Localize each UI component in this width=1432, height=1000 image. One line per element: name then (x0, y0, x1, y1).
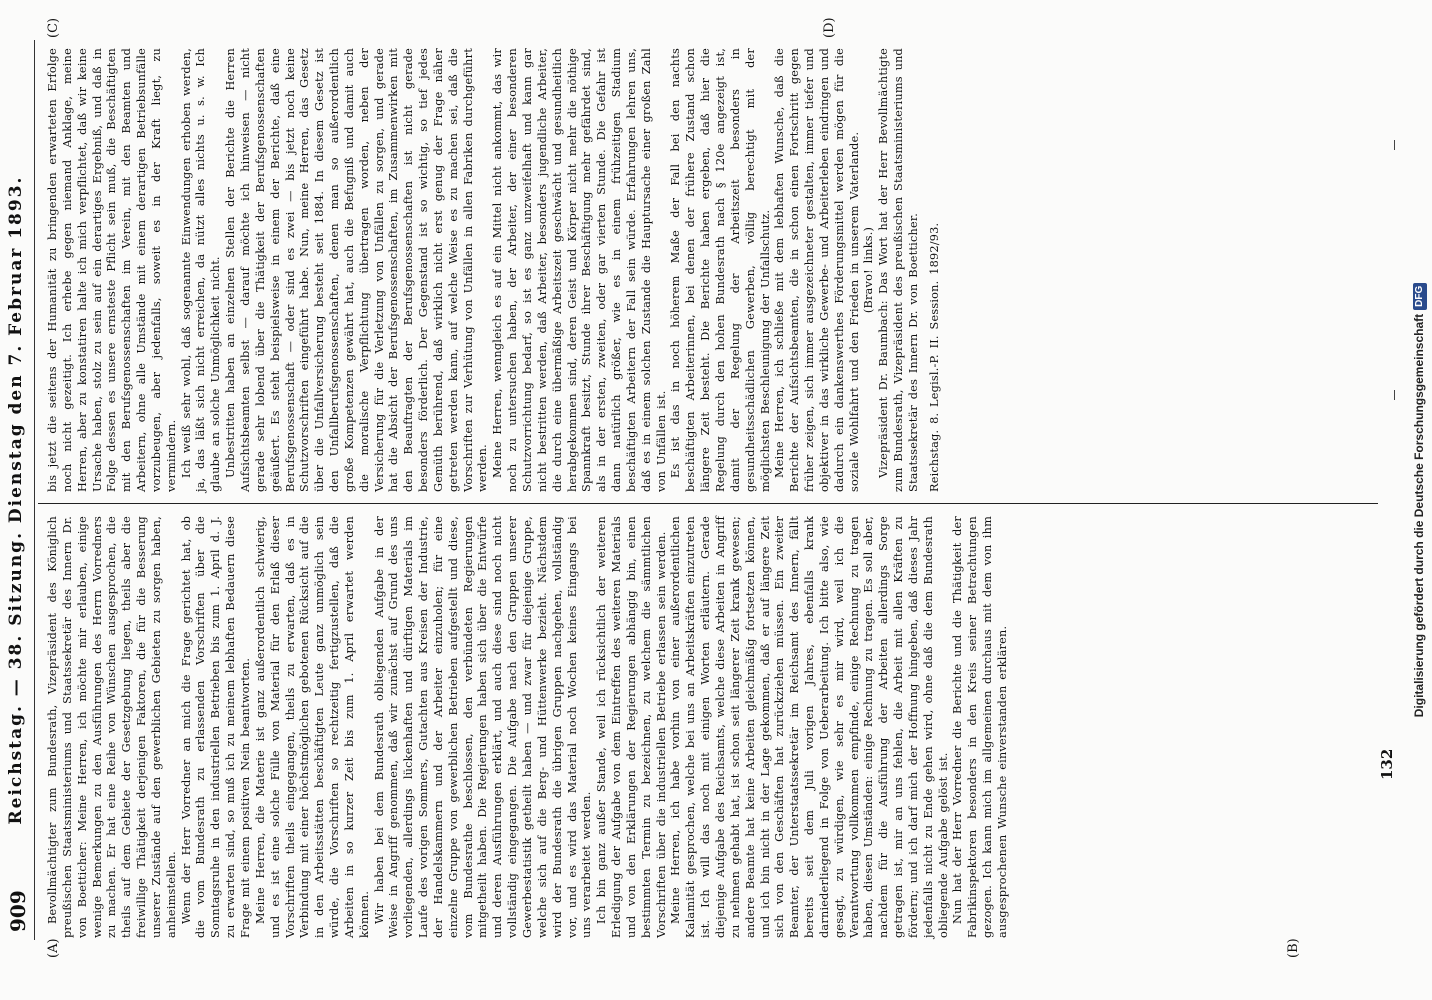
margin-marker-d: (D) (822, 17, 837, 38)
edge-mark (1394, 140, 1395, 150)
paragraph: bis jetzt die seitens der Humanität zu bringenden erwarteten Erfolge noch nicht gezeitigt. Ich erhebe gegen niemand Anklage, meine Herren, aber zu konstatiren halte ich mich verpflichtet, daß wir keine Ursache haben, stolz zu sein auf ein derartiges Ergebniß, und daß in Folge dessen es unsere ernsteste Pflicht sein muß, die Beschäftigten mit den Berufsgenossenschaften im Verein, mit den Beamten und Arbeitern, ohne alle Umstände mit einem derartigen Betriebsunfälle vorzubeugen, aber jedenfalls, soweit es in der Kraft liegt, zu vermindern. (46, 48, 178, 492)
paragraph: Wir haben bei dem Bundesrath obliegenden Aufgabe in der Weise in Angriff genommen, daß wir zunächst auf Grund des uns vorliegenden, allerdings lückenhaften und dürftigen Materials im Laufe des vorigen Sommers, Gutachten aus Kreisen der Industrie, der Handelskammern und der Arbeiter einzuholen; für eine einzelne Gruppe von gewerblichen Betrieben aufgestellt und diese, vom Bundesrathe beschlossen, den verbündeten Regierungen mitgetheilt haben. Die Regierungen haben sich über die Entwürfe und deren Ausführungen erklärt, und auch diese sind noch nicht vollständig eingegangen. Die Aufgabe nach den Gruppen unserer Gewerbestatistik getheilt haben — und zwar für diejenige Gruppe, welche sich auf die Berg- und Hüttenwerke bezieht. Nächstdem wird der Bundesrath die übrigen Gruppen nachgehen, vollständig vor, und es wird das Material noch Wochen keines Eingangs bei uns verarbeitet werden. (372, 516, 594, 938)
paragraph: Meine Herren, ich schließe mit dem lebhaften Wunsche, daß die Berichte der Aufsichtsbeamten, die in schon einen Fortschritt gegen früher zeigen, sich immer ausgezeichneter gestalten, immer tiefer und objektiver in das wirkliche Gewerbe- und Arbeiterleben eindringen und dadurch ein dankenswerthes Förderungsmittel werden mögen für die soziale Wohlfahrt und den Frieden in unserem Vaterlande. (773, 48, 861, 492)
paragraph: Nun hat der Herr Vorredner die Berichte und die Thätigkeit der Fabrikinspektoren besonders in den Kreis seiner Betrachtungen gezogen. Ich kann mich im allgemeinen durchaus mit dem von ihm ausgesprochenen Wunsche einverstanden erklären. (951, 516, 1009, 938)
source-note: Reichstag. 8. Legisl.-P. II. Session. 1892/93. (927, 222, 941, 492)
page-header (0, 0, 40, 1000)
scan-credit (1408, 0, 1430, 1000)
left-column (46, 516, 1011, 938)
paragraph: Wenn der Herr Vorredner an mich die Frage gerichtet hat, ob die vom Bundesrath zu erlassenden Vorschriften über die Sonntagsruhe in den industriellen Betrieben bis zum 1. April d. J. zu erwarten sind, so muß ich zu meinem lebhaften Bedauern diese Frage mit einem positiven Nein beantworten. (179, 516, 252, 938)
margin-marker-c: (C) (46, 17, 61, 38)
paragraph: Meine Herren, ich habe vorhin von einer außerordentlichen Kalamität gesprochen, welche bei uns an Arbeitskräften einzutreten ist. Ich will das noch mit einigen Worten erläutern. Gerade diejenige Aufgabe des Reichsamts, welche diese Arbeiten in Angriff zu nehmen gehabt hat, ist schon seit längerer Zeit krank gewesen; andere Beamte hat keine Arbeiten gleichmäßig fortsetzen können, und ich bin nicht in der Lage gekommen, daß er auf längere Zeit sich von den Geschäften hat zurückziehen müssen. Ein zweiter Beamter, der Unterstaatssekretär im Reichsamt des Innern, fällt bereits seit dem Juli vorigen Jahres, ebenfalls krank darniederliegend in Folge von Ueberarbeitung. Ich bitte also, wie gesagt, zu würdigen, wie sehr es mir wird, weil ich die Verantwortung vollkommen empfinde, einige Rechnung zu tragen haben, diesen Umständen: einige Rechnung zu tragen. Es soll aber, nachdem für die Ausführung der Arbeiten allerdings Sorge getragen ist, mir an uns fehlen, die Arbeit mit allen Kräften zu fördern; und ich darf mich der Hoffnung hingeben, daß dieses Jahr jedenfalls nicht zu Ende gehen wird, ohne daß die dem Bundesrath obliegende Aufgabe gelöst ist. (669, 516, 950, 938)
paragraph: Unbestritten haben an einzelnen Stellen der Berichte die Herren Aufsichtsbeamten selbst — darauf möchte ich hinweisen — nicht gerade sehr lobend über die Thätigkeit der Berufsgenossenschaften geäußert. Es steht beispielsweise in einem der Berichte, daß eine Berufsgenossenschaft — oder sind es zwei — bis jetzt noch keine Schutzvorschriften eingeführt habe. Nun, meine Herren, das Gesetz über die Unfallversicherung besteht seit 1884. In diesem Gesetz ist den Unfallberufsgenossenschaften, denen man so außerordentlich große Kompetenzen gewährt hat, auch die Befugniß und damit auch die moralische Verpflichtung übertragen worden, neben der Versicherung für die Verletzung von Unfällen zu sorgen, und gerade hat die Absicht der Berufsgenossenschaften, im Zusammenwirken mit den Beauftragten der Berufsgenossenschaften ist nicht gerade besonders förderlich. Der Gegenstand ist so wichtig, so tief jedes Gemüth berührend, daß wirklich nicht erst genug der Frage näher getreten werden kann, auf welche Weise es zu machen sei, daß die Vorschriften zur Verhütung von Unfällen in allen Fabriken durchgeführt werden. (224, 48, 490, 492)
paragraph: Bevollmächtigter zum Bundesrath, Vizepräsident des Königlich preußischen Staatsministeriums und Staatssekretär des Innern Dr. von Boetticher: Meine Herren, ich möchte mir erlauben, einige wenige Bemerkungen zu den Ausführungen des Herrn Vorredners zu machen. Er hat eine Reihe von Wünschen ausgesprochen, die theils auf dem Gebiete der Gesetzgebung liegen, theils aber die freiwillige Thätigkeit derjenigen Faktoren, die für die Besserung unserer Zustände auf den gewerblichen Gebieten zu sorgen haben, anheimstellen. (46, 516, 178, 938)
page-number: 909 (6, 890, 30, 932)
paragraph: Meine Herren, wenngleich es auf ein Mittel nicht ankommt, das wir noch zu untersuchen haben, der Arbeiter, der einer besonderen Schutzvorrichtung bedarf, so ist es ganz unzweifelhaft und kann gar nicht bestritten werden, daß Arbeiter, besonders jugendliche Arbeiter, die durch eine übermäßige Arbeitszeit geschwächt und gesundheitlich herabgekommen sind, deren Geist und Körper nicht mehr die nöthige Spannkraft besitzt, Stunde ihrer Beschäftigung mehr gefährdet sind, als in der ersten, zweiten, oder gar vierten Stunde. Die Gefahr ist dann natürlich größer, wie es in einem frühzeitigen Stadium beschäftigten Arbeitern der Fall sein würde. Erfahrungen lehren uns, daß es in einem solchen Zustande die Hauptursache einer großen Zahl von Unfällen ist. (491, 48, 668, 492)
dfg-logo: DFG (1413, 283, 1427, 310)
header-rule (34, 40, 35, 940)
footer-page-number: 132 (1378, 748, 1396, 780)
right-column (46, 48, 943, 492)
margin-marker-b: (B) (1286, 938, 1301, 958)
paragraph: Ich bin ganz außer Stande, weil ich rücksichtlich der weiteren Erledigung der Aufgabe von dem Eintreffen des weiteren Materials und von den Erklärungen der Regierungen abhängig bin, einen bestimmten Termin zu bezeichnen, zu welchem die sämmtlichen Vorschriften über die industriellen Betriebe erlassen sein werden. (595, 516, 668, 938)
scan-credit-text: Digitalisierung gefördert durch die Deutsche Forschungsgemeinschaft (1412, 313, 1426, 718)
speaker-paragraph: Vizepräsident Dr. Baumbach: Das Wort hat der Herr Bevollmächtigte zum Bundesrath, Vizepräsident des preußischen Staatsministeriums und Staatssekretär des Innern Dr. von Boetticher. (877, 48, 920, 492)
applause-note: (Bravo! links.) (862, 226, 876, 314)
paragraph: Ich weiß sehr wohl, daß sogenannte Einwendungen erhoben werden, ja, das läßt sich nicht erreichen, da nützt alles nichts u. s. w. Ich glaube an solche Unmöglichkeit nicht. (179, 48, 223, 492)
column-divider (38, 503, 1378, 504)
margin-marker-a: (A) (46, 938, 61, 958)
page-title: Reichstag. — 38. Sitzung. Dienstag den 7. Februar 1893. (6, 175, 26, 825)
paragraph: Meine Herren, die Materie ist ganz außerordentlich schwierig, und es ist eine solche Fülle von Material für den Erlaß dieser Vorschriften theils eingegangen, theils zu erwarten, daß es in Verbindung mit einer höchstmöglichen gebotenen Rücksicht auf die in den Arbeitsstätten beschäftigten Leute ganz unmöglich sein würde, die Vorschriften so rechtzeitig fertigzustellen, daß die Arbeiten in so kurzer Zeit bis zum 1. April erwartet werden können. (253, 516, 371, 938)
edge-mark (1394, 390, 1395, 400)
paragraph: Es ist das in noch höherem Maße der Fall bei den nachts beschäftigten Arbeiterinnen, bei denen der frühere Zustand schon längere Zeit besteht. Die Berichte haben ergeben, daß hier die Regelung durch den hohen Bundesrath nach § 120e angezeigt ist, damit der Regelung der Arbeitszeit besonders in gesundheitsschädlichen Gewerben, völlig berechtigt mit der möglichsten Beschleunigung der Unfallschutz. (669, 48, 772, 492)
